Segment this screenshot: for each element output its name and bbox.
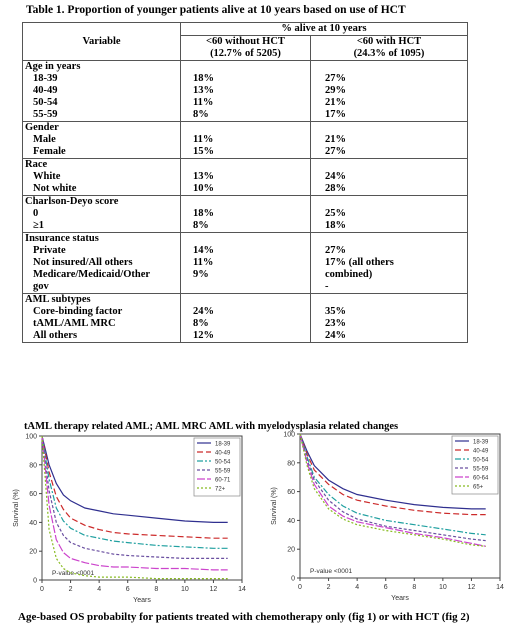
y-tick-label: 40 bbox=[29, 519, 37, 527]
figure-1-chart bbox=[8, 428, 248, 606]
figure-caption: Age-based OS probabilty for patients treated with chemotherapy only (fig 1) or with HCT (fig 2) bbox=[18, 611, 470, 623]
row-label: Male bbox=[23, 134, 181, 146]
legend-label: 60-64 bbox=[473, 475, 489, 482]
table-row bbox=[23, 73, 468, 85]
with-hct-value: 27% bbox=[311, 146, 468, 159]
p-value-annotation: P-value <0001 bbox=[310, 568, 353, 575]
x-tick-label: 0 bbox=[40, 586, 44, 593]
row-label: Medicare/Medicaid/Other bbox=[23, 269, 181, 281]
x-tick-label: 14 bbox=[496, 584, 504, 591]
with-hct-value: combined) bbox=[311, 269, 468, 281]
group-title: Charlson-Deyo score bbox=[23, 196, 181, 209]
x-tick-label: 12 bbox=[209, 586, 218, 593]
with-hct-value: 27% bbox=[311, 73, 468, 85]
table-row bbox=[23, 208, 468, 220]
table-row bbox=[23, 183, 468, 196]
group-header-row bbox=[23, 196, 468, 209]
table-row bbox=[23, 245, 468, 257]
row-label: 50-54 bbox=[23, 97, 181, 109]
group-title: Gender bbox=[23, 122, 181, 135]
without-hct-value: 9% bbox=[181, 269, 311, 281]
col1-header-line2: (12.7% of 5205) bbox=[181, 48, 311, 61]
without-hct-value: 14% bbox=[181, 245, 311, 257]
row-label: Female bbox=[23, 146, 181, 159]
x-tick-label: 4 bbox=[355, 584, 360, 591]
with-hct-value: - bbox=[311, 281, 468, 294]
y-axis-label: Survival (%) bbox=[13, 489, 20, 527]
without-hct-value: 11% bbox=[181, 97, 311, 109]
group-header-row bbox=[23, 294, 468, 307]
with-hct-value: 17% bbox=[311, 109, 468, 122]
group-header-row bbox=[23, 159, 468, 172]
table-row bbox=[23, 171, 468, 183]
table-title: Table 1. Proportion of younger patients alive at 10 years based on use of HCT bbox=[26, 4, 406, 16]
y-tick-label: 100 bbox=[25, 433, 37, 441]
without-hct-value: 11% bbox=[181, 134, 311, 146]
without-hct-value: 18% bbox=[181, 73, 311, 85]
results-table bbox=[22, 22, 468, 343]
with-hct-value: 21% bbox=[311, 134, 468, 146]
table-row bbox=[23, 220, 468, 233]
with-hct-value: 28% bbox=[311, 183, 468, 196]
group-title: Race bbox=[23, 159, 181, 172]
row-label: 18-39 bbox=[23, 73, 181, 85]
group-header-row bbox=[23, 61, 468, 74]
group-spacer bbox=[311, 294, 468, 307]
with-hct-value: 24% bbox=[311, 171, 468, 183]
x-tick-label: 4 bbox=[97, 586, 102, 593]
p-value-annotation: P-value <0001 bbox=[52, 570, 95, 577]
col2-header-line1: <60 with HCT bbox=[311, 36, 468, 49]
group-title: AML subtypes bbox=[23, 294, 181, 307]
without-hct-value: 11% bbox=[181, 257, 311, 269]
table-footnote: tAML therapy related AML; AML MRC AML with myelodysplasia related changes bbox=[24, 421, 399, 432]
group-spacer bbox=[181, 196, 311, 209]
without-hct-value: 18% bbox=[181, 208, 311, 220]
table-row bbox=[23, 109, 468, 122]
without-hct-value: 10% bbox=[181, 183, 311, 196]
x-tick-label: 8 bbox=[154, 586, 159, 593]
row-label: Not insured/All others bbox=[23, 257, 181, 269]
table-row bbox=[23, 85, 468, 97]
legend-label: 60-71 bbox=[215, 477, 231, 484]
row-label: gov bbox=[23, 281, 181, 294]
table-row bbox=[23, 134, 468, 146]
table-row bbox=[23, 330, 468, 343]
y-tick-label: 80 bbox=[287, 460, 295, 468]
x-axis-label: Years bbox=[133, 597, 151, 604]
x-tick-label: 6 bbox=[383, 584, 388, 591]
row-label: Core-binding factor bbox=[23, 306, 181, 318]
table-row bbox=[23, 97, 468, 109]
y-tick-label: 80 bbox=[29, 462, 37, 470]
table-row bbox=[23, 306, 468, 318]
row-label: ≥1 bbox=[23, 220, 181, 233]
y-tick-label: 20 bbox=[29, 548, 37, 556]
table-body bbox=[23, 61, 468, 343]
group-spacer bbox=[311, 122, 468, 135]
without-hct-value: 13% bbox=[181, 85, 311, 97]
x-axis-label: Years bbox=[391, 595, 409, 602]
group-title: Insurance status bbox=[23, 233, 181, 246]
group-spacer bbox=[181, 122, 311, 135]
legend-label: 55-59 bbox=[473, 466, 489, 473]
y-tick-label: 40 bbox=[287, 517, 295, 525]
legend-label: 72+ bbox=[215, 486, 226, 493]
without-hct-value: 15% bbox=[181, 146, 311, 159]
legend-label: 40-49 bbox=[215, 450, 231, 457]
y-tick-label: 0 bbox=[33, 577, 37, 585]
row-label: White bbox=[23, 171, 181, 183]
row-label: 0 bbox=[23, 208, 181, 220]
group-spacer bbox=[181, 233, 311, 246]
row-label: Private bbox=[23, 245, 181, 257]
group-spacer bbox=[311, 61, 468, 74]
span-header: % alive at 10 years bbox=[181, 23, 468, 36]
legend-label: 65+ bbox=[473, 484, 484, 491]
group-spacer bbox=[311, 159, 468, 172]
y-tick-label: 60 bbox=[29, 491, 37, 499]
col2-header-line2: (24.3% of 1095) bbox=[311, 48, 468, 61]
col1-header-line1: <60 without HCT bbox=[181, 36, 311, 49]
table-row bbox=[23, 257, 468, 269]
without-hct-value: 8% bbox=[181, 109, 311, 122]
group-spacer bbox=[181, 294, 311, 307]
without-hct-value: 12% bbox=[181, 330, 311, 343]
x-tick-label: 12 bbox=[467, 584, 476, 591]
with-hct-value: 18% bbox=[311, 220, 468, 233]
without-hct-value bbox=[181, 281, 311, 294]
group-title: Age in years bbox=[23, 61, 181, 74]
legend-label: 50-54 bbox=[473, 457, 489, 464]
group-spacer bbox=[311, 196, 468, 209]
variable-header: Variable bbox=[23, 23, 181, 61]
group-spacer bbox=[181, 159, 311, 172]
x-tick-label: 0 bbox=[298, 584, 302, 591]
x-tick-label: 8 bbox=[412, 584, 417, 591]
legend-label: 50-54 bbox=[215, 459, 231, 466]
row-label: 55-59 bbox=[23, 109, 181, 122]
group-spacer bbox=[181, 61, 311, 74]
row-label: Not white bbox=[23, 183, 181, 196]
without-hct-value: 8% bbox=[181, 318, 311, 330]
table-row bbox=[23, 269, 468, 281]
with-hct-value: 29% bbox=[311, 85, 468, 97]
x-tick-label: 10 bbox=[180, 586, 189, 593]
x-tick-label: 2 bbox=[68, 586, 73, 593]
group-spacer bbox=[311, 233, 468, 246]
x-tick-label: 10 bbox=[438, 584, 447, 591]
table-row bbox=[23, 281, 468, 294]
legend-label: 40-49 bbox=[473, 448, 489, 455]
with-hct-value: 21% bbox=[311, 97, 468, 109]
without-hct-value: 24% bbox=[181, 306, 311, 318]
table-row bbox=[23, 146, 468, 159]
group-header-row bbox=[23, 233, 468, 246]
with-hct-value: 23% bbox=[311, 318, 468, 330]
with-hct-value: 27% bbox=[311, 245, 468, 257]
row-label: All others bbox=[23, 330, 181, 343]
legend-label: 18-39 bbox=[215, 441, 231, 448]
y-axis-label: Survival (%) bbox=[271, 487, 278, 525]
y-tick-label: 100 bbox=[283, 431, 295, 439]
group-header-row bbox=[23, 122, 468, 135]
with-hct-value: 25% bbox=[311, 208, 468, 220]
without-hct-value: 8% bbox=[181, 220, 311, 233]
x-tick-label: 6 bbox=[125, 586, 130, 593]
table-row bbox=[23, 318, 468, 330]
y-tick-label: 60 bbox=[287, 489, 295, 497]
legend-label: 18-39 bbox=[473, 439, 489, 446]
legend-label: 55-59 bbox=[215, 468, 231, 475]
row-label: tAML/AML MRC bbox=[23, 318, 181, 330]
with-hct-value: 24% bbox=[311, 330, 468, 343]
without-hct-value: 13% bbox=[181, 171, 311, 183]
with-hct-value: 17% (all others bbox=[311, 257, 468, 269]
y-tick-label: 0 bbox=[291, 575, 295, 583]
y-tick-label: 20 bbox=[287, 546, 295, 554]
x-tick-label: 14 bbox=[238, 586, 246, 593]
x-tick-label: 2 bbox=[326, 584, 331, 591]
row-label: 40-49 bbox=[23, 85, 181, 97]
figure-2-chart bbox=[266, 426, 506, 604]
with-hct-value: 35% bbox=[311, 306, 468, 318]
